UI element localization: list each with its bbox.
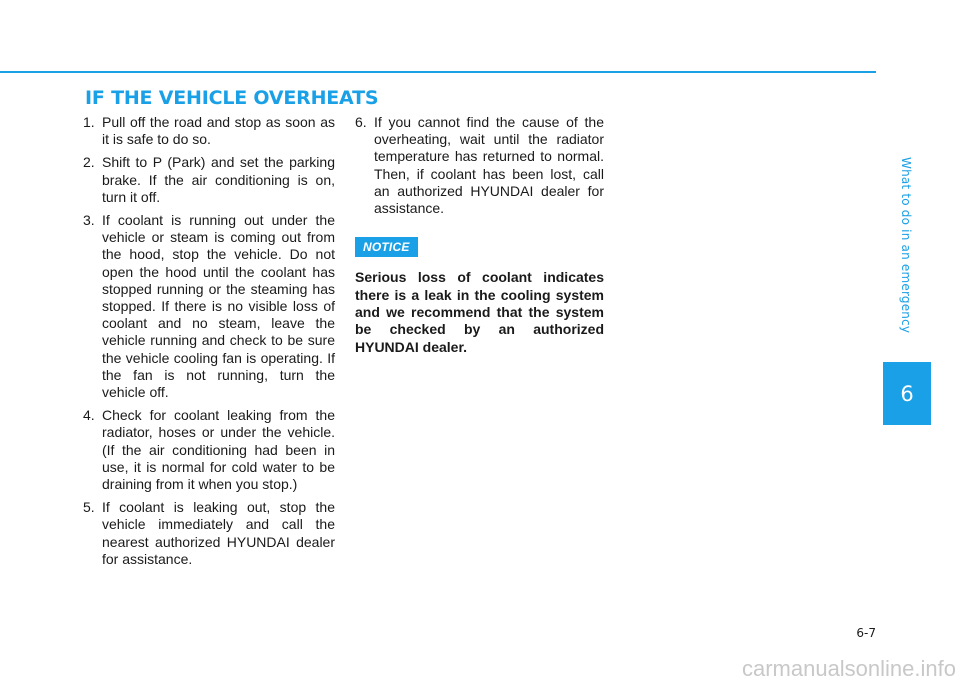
- left-column: [83, 114, 335, 574]
- step-text: If you cannot find the cause of the overheating, wait until the radiator temperature has returned to normal. Then, if coolant has been lost, call an authorized HYUNDAI dealer for assistance.: [374, 114, 604, 217]
- steps-list: [83, 114, 335, 568]
- step-number: 4.: [83, 407, 95, 424]
- step-item: [355, 114, 604, 217]
- chapter-title-text: What to do in an emergency: [899, 156, 913, 334]
- chapter-tab[interactable]: [883, 362, 931, 425]
- step-text: Pull off the road and stop as soon as it is safe to do so.: [102, 114, 335, 148]
- step-number: 1.: [83, 114, 95, 130]
- step-number: 2.: [83, 154, 95, 171]
- step-item: [83, 154, 335, 206]
- steps-list-continued: [355, 114, 604, 217]
- chapter-title-vertical: [898, 120, 914, 370]
- step-text: Shift to P (Park) and set the parking brake. If the air conditioning is on, turn it off.: [102, 154, 335, 205]
- step-item: [83, 407, 335, 493]
- step-number: 3.: [83, 212, 95, 229]
- notice-badge: NOTICE: [355, 237, 418, 257]
- step-text: If coolant is running out under the vehicle or steam is coming out from the hood, stop the vehicle. Do not open the hood until the coolant has stopped running or the steaming has stopped. If there is no visible loss of coolant and no steam, leave the vehicle running and check to be sure the vehicle cooling fan is operating. If the fan is not running, turn the vehicle off.: [102, 212, 335, 401]
- right-column: [355, 114, 604, 356]
- chapter-number: 6: [900, 381, 914, 406]
- section-title: IF THE VEHICLE OVERHEATS: [85, 87, 379, 109]
- step-number: 6.: [355, 114, 367, 130]
- notice-text: Serious loss of coolant indicates there is a leak in the cooling system and we recommend that the system be checked by an authorized HYUNDAI dealer.: [355, 269, 604, 355]
- step-item: [83, 114, 335, 148]
- page-number: 6-7: [856, 626, 876, 640]
- step-item: [83, 499, 335, 568]
- step-item: [83, 212, 335, 401]
- header-rule: [0, 71, 876, 73]
- step-text: If coolant is leaking out, stop the vehicle immediately and call the nearest authorized HYUNDAI dealer for assistance.: [102, 499, 335, 567]
- step-number: 5.: [83, 499, 95, 516]
- step-text: Check for coolant leaking from the radiator, hoses or under the vehicle. (If the air conditioning had been in use, it is normal for cold water to be draining from it when you stop.): [102, 407, 335, 493]
- watermark: carmanualsonline.info: [741, 656, 956, 681]
